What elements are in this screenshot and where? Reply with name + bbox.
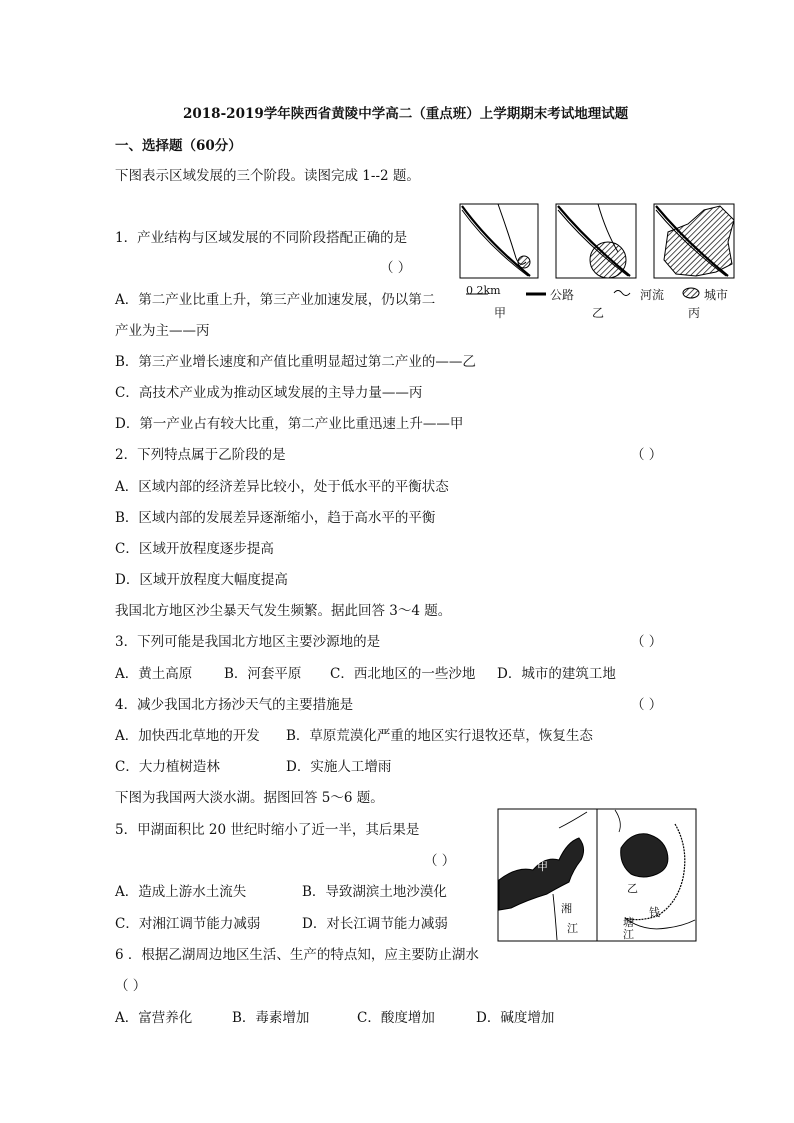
panel-jia [460,204,538,278]
figure-region-stages [458,202,740,322]
q4-stem: 4．减少我国北方扬沙天气的主要措施是 [115,697,354,713]
q6-answer-paren: （ ） [115,978,147,994]
q4-option-b: B．草原荒漠化严重的地区实行退牧还草，恢复生态 [286,728,593,744]
q5-option-c: C．对湘江调节能力减弱 [115,916,261,932]
scale-bar-label: 0 2km [466,284,501,297]
label-yi: 乙 [592,306,605,320]
river-xiang-char-1: 湘 [561,902,572,915]
intro-3: 下图为我国两大淡水湖。据图回答 5～6 题。 [115,790,384,806]
q6-option-c: C．酸度增加 [357,1010,435,1026]
q6-option-b: B．毒素增加 [232,1010,310,1026]
q5-option-a: A．造成上游水土流失 [115,884,247,900]
q3-stem: 3．下列可能是我国北方地区主要沙源地的是 [115,634,381,650]
q6-option-a: A．富营养化 [115,1010,193,1026]
q3-option-c: C．西北地区的一些沙地 [330,666,476,682]
section-heading: 一、选择题（60分） [115,138,242,154]
label-bing: 丙 [688,306,701,320]
river-xiang-char-2: 江 [567,922,578,935]
q1-option-a-cont: 产业为主——丙 [115,323,210,339]
lake-jia-label: 甲 [537,860,548,873]
q4-option-a: A．加快西北草地的开发 [115,728,260,744]
legend-road: 公路 [550,288,575,302]
q5-answer-paren: （ ） [424,853,456,869]
lake-yi-label: 乙 [627,882,638,895]
legend-river: 河流 [640,288,665,302]
q3-option-d: D．城市的建筑工地 [497,666,616,682]
panel-yi [556,204,636,278]
q2-option-a: A．区域内部的经济差异比较小，处于低水平的平衡状态 [115,479,449,495]
q2-option-b: B．区域内部的发展差异逐渐缩小，趋于高水平的平衡 [115,510,436,526]
q5-option-b: B．导致湖滨土地沙漠化 [302,884,447,900]
q4-answer-paren: （ ） [631,697,663,713]
river-tang-char-2: 江 [623,928,634,941]
q6-option-d: D．碱度增加 [476,1010,555,1026]
panel-bing [654,204,734,278]
q1-answer-paren: （ ） [380,260,412,276]
q6-stem: 6 ．根据乙湖周边地区生活、生产的特点知，应主要防止湖水 [115,947,479,963]
q2-stem: 2．下列特点属于乙阶段的是 [115,447,286,463]
q2-option-d: D．区域开放程度大幅度提高 [115,572,288,588]
figure-lakes [497,808,697,942]
q2-answer-paren: （ ） [631,447,663,463]
intro-2: 我国北方地区沙尘暴天气发生频繁。据此回答 3～4 题。 [115,603,452,619]
q4-option-c: C．大力植树造林 [115,759,220,775]
q5-option-d: D．对长江调节能力减弱 [302,916,448,932]
legend-city: 城市 [704,288,729,302]
q2-option-c: C．区域开放程度逐步提高 [115,541,274,557]
label-jia: 甲 [494,306,507,320]
q3-answer-paren: （ ） [631,634,663,650]
page-title: 2018-2019学年陕西省黄陵中学高二（重点班）上学期期末考试地理试题 [183,106,629,122]
q1-option-d: D．第一产业占有较大比重，第二产业比重迅速上升——甲 [115,416,464,432]
q1-stem: 1．产业结构与区域发展的不同阶段搭配正确的是 [115,230,408,246]
q1-option-b: B．第三产业增长速度和产值比重明显超过第二产业的——乙 [115,354,476,370]
river-tang-char-1: 塘 [623,916,634,929]
river-qian-char: 钱 [649,906,660,919]
intro-1: 下图表示区域发展的三个阶段。读图完成 1--2 题。 [115,168,420,184]
q1-option-a: A．第二产业比重上升，第三产业加速发展，仍以第二 [115,292,436,308]
q4-option-d: D．实施人工增雨 [286,759,392,775]
q1-option-c: C．高技术产业成为推动区域发展的主导力量——丙 [115,385,423,401]
q3-option-a: A．黄土高原 [115,666,193,682]
q5-stem: 5．甲湖面积比 20 世纪时缩小了近一半，其后果是 [115,822,420,838]
q3-option-b: B．河套平原 [224,666,302,682]
